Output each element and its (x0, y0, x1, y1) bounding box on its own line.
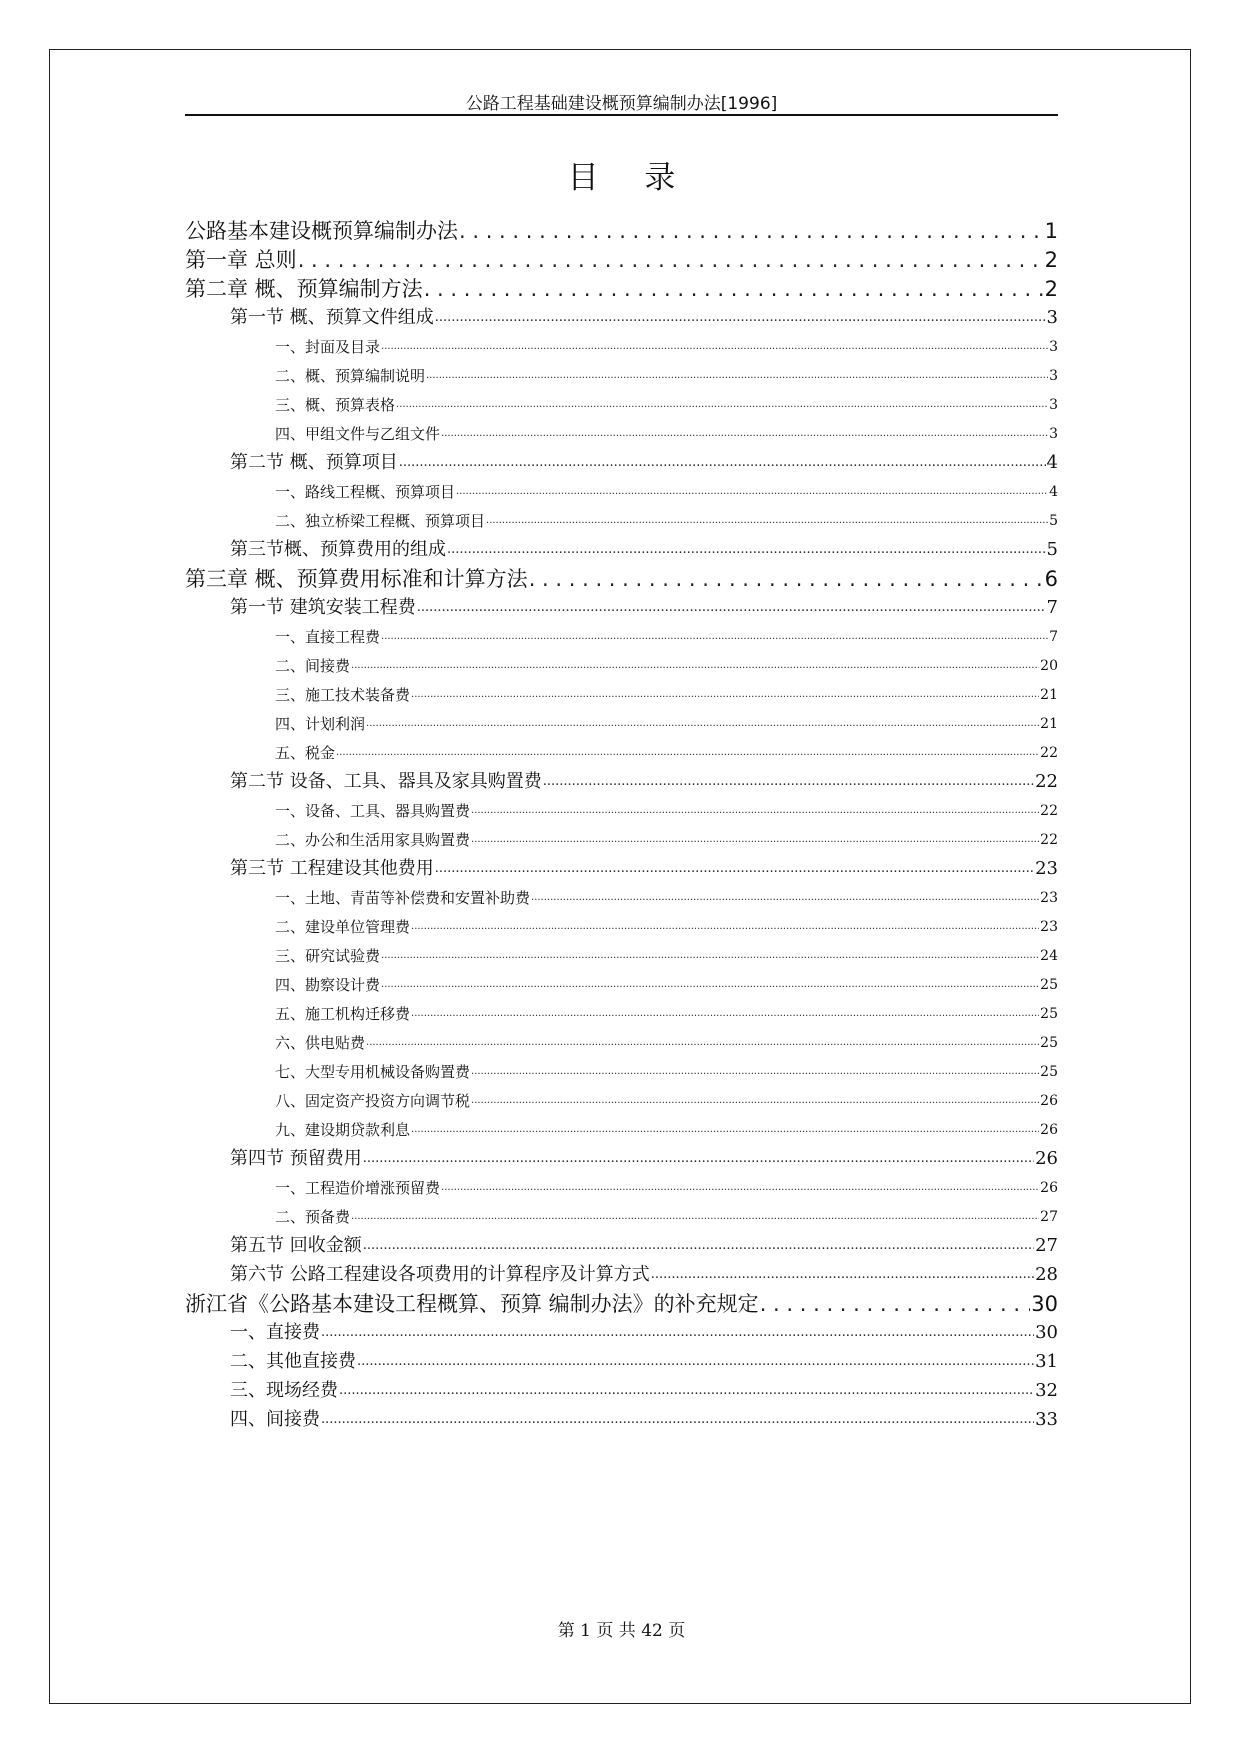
toc-entry[interactable] (185, 854, 1058, 884)
dot-leader (651, 1260, 1034, 1290)
toc-entry-text: 一、设备、工具、器具购置费 (275, 802, 471, 820)
toc-entry-page: 25 (1040, 977, 1058, 993)
dot-leader (381, 941, 1039, 971)
dot-leader (760, 1289, 1031, 1319)
toc-entry-text: 一、直接费 (230, 1322, 320, 1343)
toc-entry-text: 第二节 设备、工具、器具及家具购置费 (230, 771, 542, 792)
toc-entry-text: 浙江省《公路基本建设工程概算、预算 编制办法》的补充规定 (185, 1292, 759, 1316)
toc-entry-text: 第三章 概、预算费用标准和计算方法 (185, 567, 528, 591)
toc-entry-text: 第五节 回收金额 (230, 1235, 362, 1256)
toc-entry-text: 二、其他直接费 (230, 1351, 356, 1372)
toc-entry[interactable] (185, 506, 1058, 536)
dot-leader (339, 1376, 1034, 1406)
toc-entry[interactable] (185, 332, 1058, 362)
toc-entry-text: 第二章 概、预算编制方法 (185, 277, 423, 301)
toc-entry-page: 25 (1040, 1064, 1058, 1080)
dot-leader (471, 825, 1039, 855)
toc-entry-text: 第三节概、预算费用的组成 (230, 539, 446, 560)
dot-leader (471, 796, 1039, 826)
toc-entry[interactable] (185, 535, 1058, 565)
toc-entry-text: 一、路线工程概、预算项目 (275, 483, 456, 501)
dot-leader (381, 622, 1048, 652)
dot-leader (381, 332, 1048, 362)
toc-entry-text: 第二节 概、预算项目 (230, 452, 398, 473)
toc-entry-page: 3 (1049, 426, 1058, 442)
toc-entry-page: 20 (1040, 658, 1058, 674)
toc-entry-text: 第一节 概、预算文件组成 (230, 307, 434, 328)
dot-leader (321, 1405, 1034, 1435)
toc-entry-page: 3 (1049, 368, 1058, 384)
dot-leader (471, 1057, 1039, 1087)
toc-entry-text: 七、大型专用机械设备购置费 (275, 1063, 471, 1081)
toc-entry[interactable] (185, 419, 1058, 449)
dot-leader (441, 419, 1048, 449)
dot-leader (531, 883, 1039, 913)
dot-leader (424, 274, 1044, 304)
toc-entry-page: 31 (1035, 1351, 1058, 1372)
toc-entry-page: 3 (1049, 397, 1058, 413)
toc-entry-text: 三、概、预算表格 (275, 396, 396, 414)
toc-entry-page: 21 (1040, 716, 1058, 732)
toc-entry[interactable] (185, 245, 1058, 275)
toc-entry[interactable] (185, 970, 1058, 1000)
toc-entry[interactable] (185, 1318, 1058, 1348)
toc-entry-text: 二、间接费 (275, 657, 351, 675)
toc-entry-text: 二、独立桥梁工程概、预算项目 (275, 512, 486, 530)
dot-leader (351, 651, 1039, 681)
toc-entry-page: 30 (1031, 1292, 1058, 1316)
toc-entry[interactable] (185, 303, 1058, 333)
toc-entry[interactable] (185, 1202, 1058, 1232)
dot-leader (411, 999, 1039, 1029)
toc-entry-page: 3 (1049, 339, 1058, 355)
toc-entry[interactable] (185, 1289, 1058, 1319)
dot-leader (435, 303, 1046, 333)
toc-entry[interactable] (185, 564, 1058, 594)
toc-entry[interactable] (185, 390, 1058, 420)
dot-leader (351, 1202, 1039, 1232)
toc-entry[interactable] (185, 274, 1058, 304)
toc-entry-text: 第一节 建筑安装工程费 (230, 597, 416, 618)
toc-entry[interactable] (185, 1057, 1058, 1087)
toc-entry[interactable] (185, 1115, 1058, 1145)
toc-entry[interactable] (185, 738, 1058, 768)
toc-entry-text: 五、施工机构迁移费 (275, 1005, 411, 1023)
dot-leader (447, 535, 1046, 565)
toc-entry[interactable] (185, 1086, 1058, 1116)
toc-entry[interactable] (185, 361, 1058, 391)
toc-entry-page: 23 (1040, 919, 1058, 935)
toc-entry[interactable] (185, 825, 1058, 855)
dot-leader (321, 1318, 1034, 1348)
dot-leader (411, 680, 1039, 710)
toc-entry-text: 第三节 工程建设其他费用 (230, 858, 434, 879)
dot-leader (336, 738, 1039, 768)
toc-entry-page: 26 (1040, 1093, 1058, 1109)
toc-entry-page: 2 (1044, 248, 1058, 272)
dot-leader (399, 448, 1046, 478)
dot-leader (417, 593, 1046, 623)
dot-leader (486, 506, 1048, 536)
toc-entry-text: 三、研究试验费 (275, 947, 381, 965)
dot-leader (441, 1173, 1039, 1203)
toc-entry-page: 3 (1046, 307, 1058, 328)
toc-entry-text: 第六节 公路工程建设各项费用的计算程序及计算方式 (230, 1264, 650, 1285)
toc-entry-text: 四、计划利润 (275, 715, 366, 733)
toc-entry[interactable] (185, 1173, 1058, 1203)
toc-entry-page: 22 (1040, 803, 1058, 819)
toc-entry-text: 五、税金 (275, 744, 336, 762)
toc-entry[interactable] (185, 593, 1058, 623)
toc-entry[interactable] (185, 448, 1058, 478)
toc-entry-text: 四、甲组文件与乙组文件 (275, 425, 441, 443)
dot-leader (357, 1347, 1034, 1377)
toc-entry[interactable] (185, 796, 1058, 826)
toc-entry-page: 32 (1035, 1380, 1058, 1401)
dot-leader (363, 1144, 1034, 1174)
toc-entry-text: 八、固定资产投资方向调节税 (275, 1092, 471, 1110)
running-header: 公路工程基础建设概预算编制办法[1996] (465, 94, 778, 114)
dot-leader (456, 477, 1048, 507)
toc-entry-page: 26 (1035, 1148, 1058, 1169)
toc-entry-page: 7 (1046, 597, 1058, 618)
toc-entry-page: 26 (1040, 1180, 1058, 1196)
toc-entry-page: 25 (1040, 1035, 1058, 1051)
toc-entry-page: 23 (1035, 858, 1058, 879)
toc-entry[interactable] (185, 709, 1058, 739)
toc-entry-text: 四、勘察设计费 (275, 976, 381, 994)
dot-leader (459, 216, 1044, 246)
toc-entry-text: 二、概、预算编制说明 (275, 367, 426, 385)
toc-entry[interactable] (185, 912, 1058, 942)
toc-entry-text: 一、工程造价增涨预留费 (275, 1179, 441, 1197)
toc-entry-page: 5 (1046, 539, 1058, 560)
toc-entry-page: 30 (1035, 1322, 1058, 1343)
toc-entry[interactable] (185, 477, 1058, 507)
dot-leader (411, 1115, 1039, 1145)
toc-entry[interactable] (185, 1347, 1058, 1377)
dot-leader (529, 564, 1044, 594)
toc-entry-text: 三、现场经费 (230, 1380, 338, 1401)
toc-entry-page: 5 (1049, 513, 1058, 529)
toc-entry-page: 22 (1040, 832, 1058, 848)
toc-entry[interactable] (185, 680, 1058, 710)
toc-entry-text: 第一章 总则 (185, 248, 297, 272)
toc-entry-text: 二、预备费 (275, 1208, 351, 1226)
toc-entry-page: 33 (1035, 1409, 1058, 1430)
page-footer: 第 1 页 共 42 页 (557, 1621, 686, 1641)
toc-entry-page: 6 (1044, 567, 1058, 591)
dot-leader (366, 709, 1039, 739)
toc-entry[interactable] (185, 651, 1058, 681)
toc-entry[interactable] (185, 216, 1058, 246)
toc-entry-text: 一、直接工程费 (275, 628, 381, 646)
toc-entry[interactable] (185, 883, 1058, 913)
toc-entry[interactable] (185, 1376, 1058, 1406)
dot-leader (543, 767, 1034, 797)
toc-entry-page: 22 (1035, 771, 1058, 792)
toc-title: 目 录 (567, 160, 694, 196)
toc-entry[interactable] (185, 1028, 1058, 1058)
toc-entry[interactable] (185, 767, 1058, 797)
toc-entry[interactable] (185, 622, 1058, 652)
toc-entry-page: 27 (1040, 1209, 1058, 1225)
toc-entry[interactable] (185, 1231, 1058, 1261)
toc-entry-page: 24 (1040, 948, 1058, 964)
toc-entry-text: 四、间接费 (230, 1409, 320, 1430)
toc-entry[interactable] (185, 999, 1058, 1029)
toc-entry-page: 2 (1044, 277, 1058, 301)
toc-entry-text: 二、建设单位管理费 (275, 918, 411, 936)
toc-entry-page: 4 (1049, 484, 1058, 500)
dot-leader (471, 1086, 1039, 1116)
toc-entry-text: 二、办公和生活用家具购置费 (275, 831, 471, 849)
toc-entry-text: 九、建设期贷款利息 (275, 1121, 411, 1139)
dot-leader (366, 1028, 1039, 1058)
toc-entry-text: 六、供电贴费 (275, 1034, 366, 1052)
header-rule (185, 114, 1058, 116)
toc-entry-text: 第四节 预留费用 (230, 1148, 362, 1169)
dot-leader (298, 245, 1044, 275)
dot-leader (426, 361, 1048, 391)
toc-entry-text: 一、封面及目录 (275, 338, 381, 356)
toc-entry-page: 1 (1044, 219, 1058, 243)
toc-entry[interactable] (185, 941, 1058, 971)
toc-entry-page: 21 (1040, 687, 1058, 703)
toc-entry-text: 三、施工技术装备费 (275, 686, 411, 704)
toc-entry-text: 一、土地、青苗等补偿费和安置补助费 (275, 889, 531, 907)
toc-entry-page: 25 (1040, 1006, 1058, 1022)
toc-entry[interactable] (185, 1144, 1058, 1174)
toc-entry-page: 27 (1035, 1235, 1058, 1256)
toc-entry-page: 28 (1035, 1264, 1058, 1285)
toc-entry[interactable] (185, 1260, 1058, 1290)
toc-entry-page: 7 (1049, 629, 1058, 645)
toc-entry-page: 23 (1040, 890, 1058, 906)
dot-leader (381, 970, 1039, 1000)
toc-entry-page: 4 (1046, 452, 1058, 473)
toc-entry[interactable] (185, 1405, 1058, 1435)
dot-leader (435, 854, 1034, 884)
dot-leader (396, 390, 1048, 420)
dot-leader (411, 912, 1039, 942)
dot-leader (363, 1231, 1034, 1261)
toc-entry-page: 26 (1040, 1122, 1058, 1138)
toc-entry-page: 22 (1040, 745, 1058, 761)
toc-entry-text: 公路基本建设概预算编制办法 (185, 219, 458, 243)
